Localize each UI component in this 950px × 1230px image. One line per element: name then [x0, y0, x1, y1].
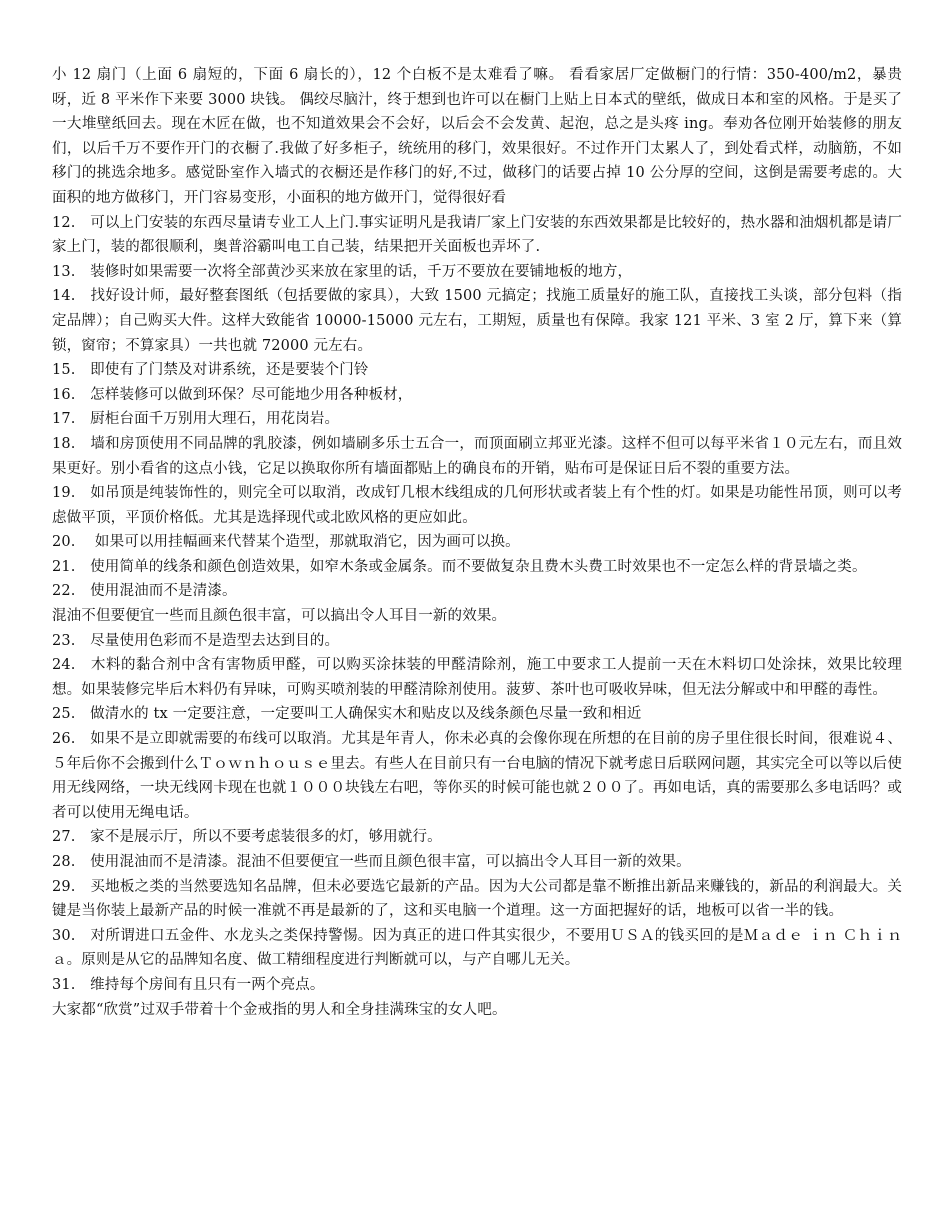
paragraph-tip-15: 15. 即使有了门禁及对讲系统，还是要装个门铃 [52, 362, 369, 379]
paragraph-tip-14: 14. 找好设计师，最好整套图纸（包括要做的家具），大致 1500 元搞定；找施工质量好的施工队，直接找工头谈，部分包料（指定品牌）；自己购买大件。这样大致能省 10000-15000 元左右，工期短，质量也有保障。我家 121 平米、3 室 2 厅，算下来（算锁，窗帘；不算家具）一共也就 72000 元左右。 [52, 288, 902, 354]
paragraph-closing: 大家都“欣赏”过双手带着十个金戒指的男人和全身挂满珠宝的女人吧。 [52, 1001, 507, 1018]
paragraph-tip-18: 18. 墙和房顶使用不同品牌的乳胶漆，例如墙刷多乐士五合一，而顶面刷立邦亚光漆。这样不但可以每平米省１０元左右，而且效果更好。别小看省的这点小钱，它足以换取你所有墙面都贴上的确良布的开销，贴布可是保证日后不裂的重要方法。 [52, 435, 902, 477]
paragraph-tip-12: 12. 可以上门安装的东西尽量请专业工人上门.事实证明凡是我请厂家上门安装的东西效果都是比较好的，热水器和油烟机都是请厂家上门，装的都很顺利，奥普浴霸叫电工自己装，结果把开关面板也弄坏了. [52, 214, 902, 256]
paragraph-tip-27: 27. 家不是展示厅，所以不要考虑装很多的灯，够用就行。 [52, 829, 442, 846]
paragraph-tip-17: 17. 厨柜台面千万别用大理石，用花岗岩。 [52, 411, 340, 428]
paragraph-tip-26: 26. 如果不是立即就需要的布线可以取消。尤其是年青人，你未必真的会像你现在所想的在目前的房子里住很长时间，很难说４、５年后你不会搬到什么Ｔｏｗｎｈｏｕｓｅ里去。有些人在目前只有一台电脑的情况下就考虑日后联网问题，其实完全可以等以后使用无线网络，一块无线网卡现在也就１０００块钱左右吧，等你买的时候可能也就２００了。再如电话，真的需要那么多电话吗？或者可以使用无绳电话。 [52, 731, 902, 821]
paragraph-tip-22-detail: 混油不但要便宜一些而且颜色很丰富，可以搞出令人耳目一新的效果。 [52, 608, 507, 625]
paragraph-tip-31: 31. 维持每个房间有且只有一两个亮点。 [52, 976, 325, 993]
paragraph-tip-30: 30. 对所谓进口五金件、水龙头之类保持警惕。因为真正的进口件其实很少，不要用ＵＳＡ的钱买回的是Ｍａｄｅ ｉｎ Ｃｈｉｎａ。原则是从它的品牌知名度、做工精细程度进行判断就可以，与产自哪儿无关。 [52, 927, 902, 969]
paragraph-tip-23: 23. 尽量使用色彩而不是造型去达到目的。 [52, 632, 340, 649]
paragraph-tip-29: 29. 买地板之类的当然要选知名品牌，但未必要选它最新的产品。因为大公司都是靠不断推出新品来赚钱的，新品的利润最大。关键是当你装上最新产品的时候一准就不再是最新的了，这和买电脑一个道理。这一方面把握好的话，地板可以省一半的钱。 [52, 878, 902, 920]
paragraph-tip-16: 16. 怎样装修可以做到环保？尽可能地少用各种板材， [52, 386, 413, 403]
paragraph-tip-25: 25. 做清水的 tx 一定要注意，一定要叫工人确保实木和贴皮以及线条颜色尽量一致和相近 [52, 706, 642, 723]
paragraph-tip-13: 13. 装修时如果需要一次将全部黄沙买来放在家里的话，千万不要放在要铺地板的地方， [52, 263, 633, 280]
document-body [52, 63, 902, 1022]
paragraph-tip-24: 24. 木料的黏合剂中含有害物质甲醛，可以购买涂抹装的甲醛清除剂，施工中要求工人提前一天在木料切口处涂抹，效果比较理想。如果装修完毕后木料仍有异味，可购买喷剂装的甲醛清除剂使用。菠萝、茶叶也可吸收异味，但无法分解或中和甲醛的毒性。 [52, 657, 902, 698]
paragraph-tip-20: 20. 如果可以用挂幅画来代替某个造型，那就取消它，因为画可以换。 [52, 534, 520, 551]
paragraph-tip-19: 19. 如吊顶是纯装饰性的，则完全可以取消，改成钉几根木线组成的几何形状或者装上有个性的灯。如果是功能性吊顶，则可以考虑做平顶，平顶价格低。尤其是选择现代或北欧风格的更应如此。 [52, 485, 902, 526]
paragraph-tip-21: 21. 使用简单的线条和颜色创造效果，如窄木条或金属条。而不要做复杂且费木头费工时效果也不一定怎么样的背景墙之类。 [52, 558, 867, 575]
paragraph-tip-28: 28. 使用混油而不是清漆。混油不但要便宜一些而且颜色很丰富，可以搞出令人耳目一新的效果。 [52, 854, 691, 870]
paragraph-tip-22: 22. 使用混油而不是清漆。 [52, 583, 237, 600]
paragraph-intro-cabinet-doors: 小 12 扇门（上面 6 扇短的，下面 6 扇长的），12 个白板不是太难看了嘛。 看看家居厂定做橱门的行情：350-400/m2，暴贵呀，近 8 平米作下来要 3000 块钱。 偶绞尽脑汁，终于想到也许可以在橱门上贴上日本式的壁纸，做成日本和室的风格。于是买了一大堆壁纸回去。现在木匠在做，也不知道效果会不会好，以后会不会发黄、起泡，总之是头疼 ing。奉劝各位刚开始装修的朋友们，以后千万不要作开门的衣橱了.我做了好多柜子，统统用的移门，效果很好。不过作开门太累人了，到处看式样，动脑筋，不如移门的挑选余地多。感觉卧室作入墙式的衣橱还是作移门的好,不过，做移门的话要占掉 10 公分厚的空间，这倒是需要考虑的。大面积的地方做移门，开门容易变形，小面积的地方做开门，觉得很好看 [52, 67, 902, 206]
